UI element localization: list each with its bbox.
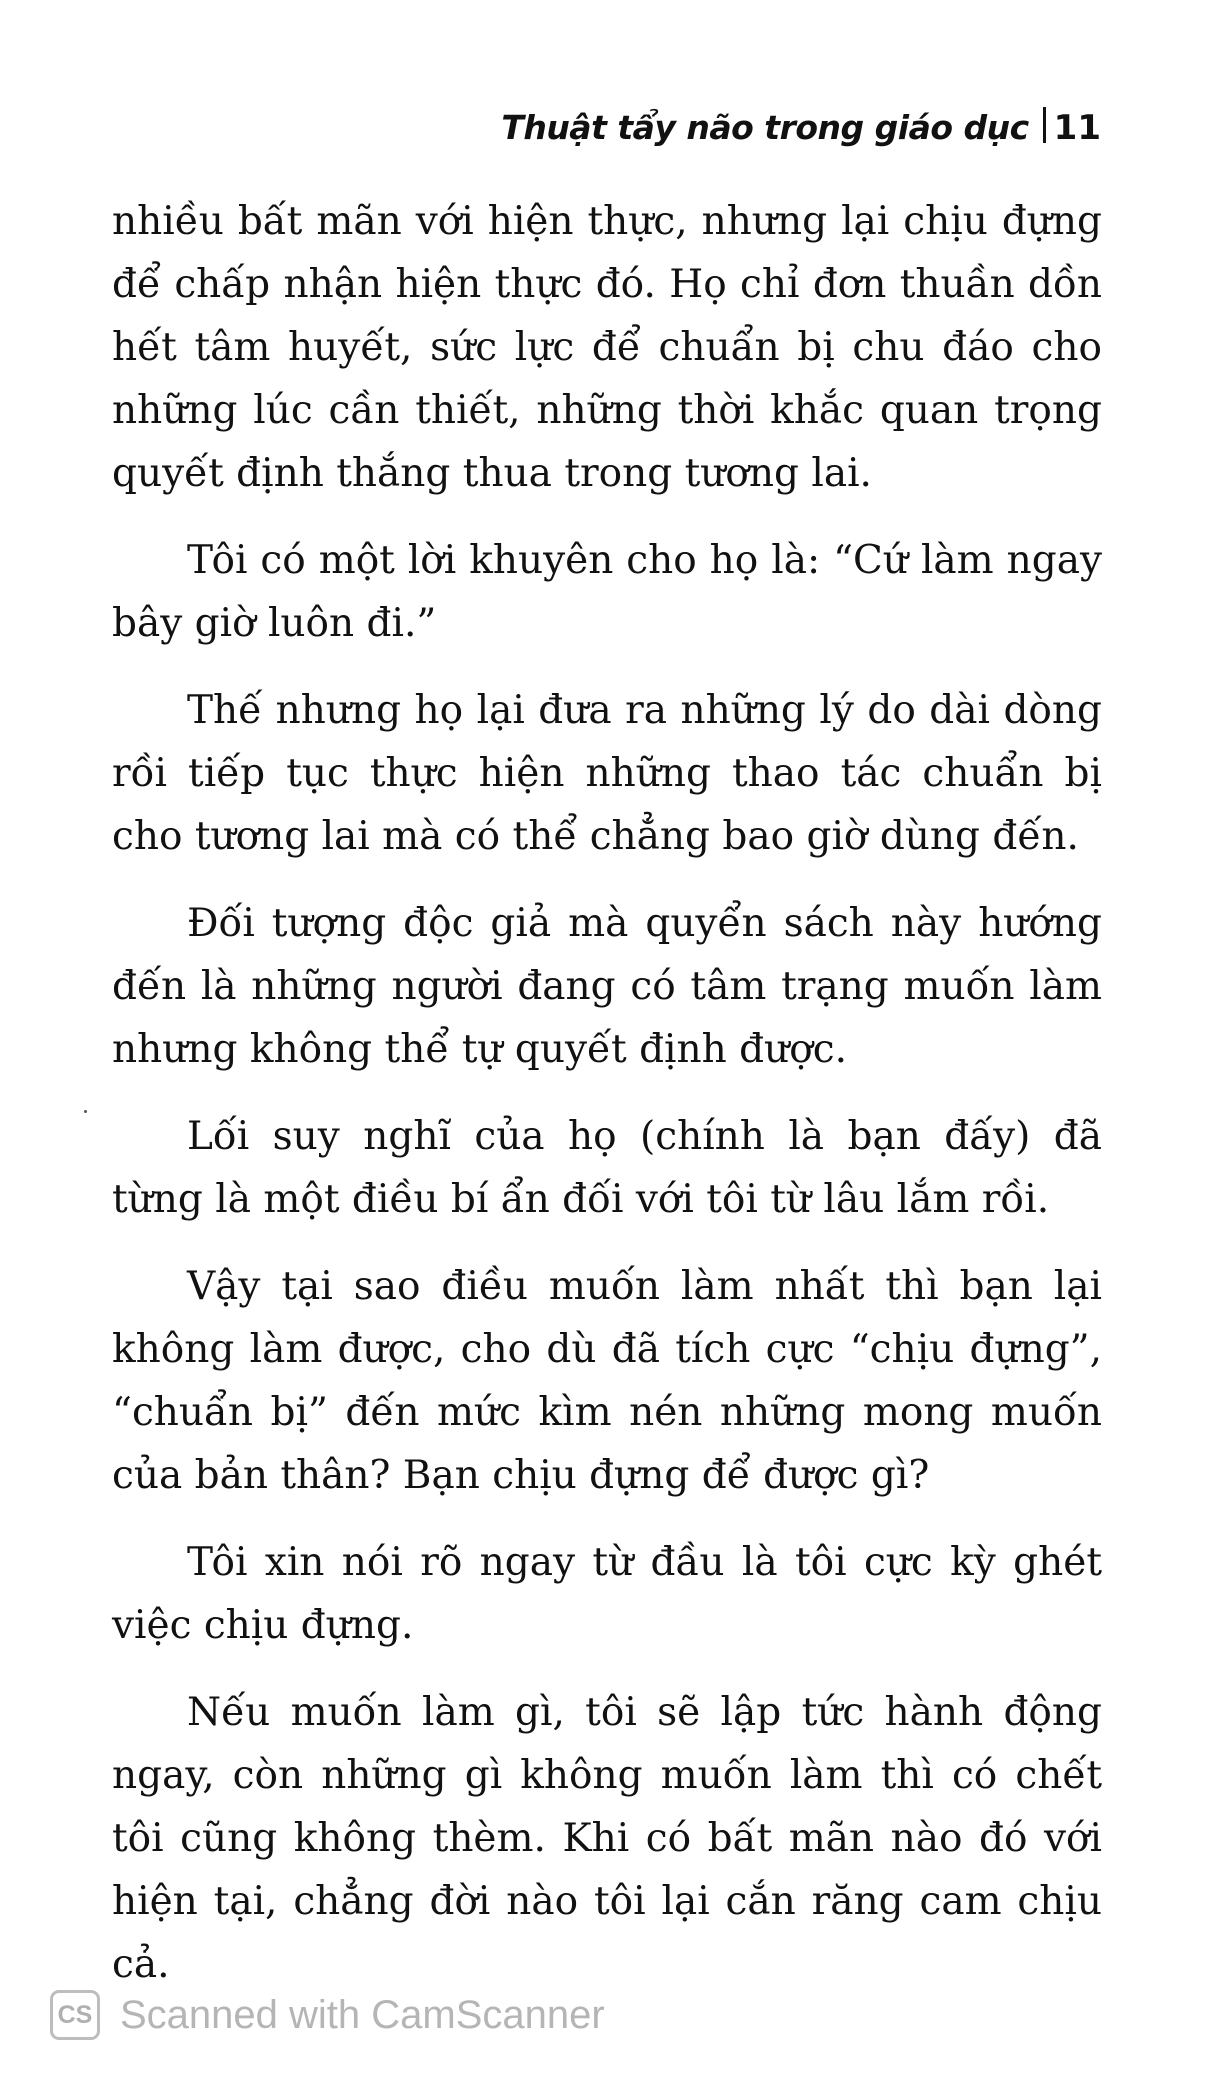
body-text [112, 190, 1102, 2020]
paragraph: Đối tượng độc giả mà quyển sách này hướng đến là những người đang có tâm trạng muốn làm nhưng không thể tự quyết định được. [112, 901, 1102, 1072]
running-header [501, 103, 1101, 148]
scanner-watermark [50, 1990, 605, 2040]
paragraph: Tôi xin nói rõ ngay từ đầu là tôi cực kỳ ghét việc chịu đựng. [112, 1540, 1102, 1648]
chapter-title: Thuật tẩy não trong giáo dục [501, 108, 1029, 147]
scan-speck [84, 1110, 87, 1113]
paragraph-continued: nhiều bất mãn với hiện thực, nhưng lại chịu đựng để chấp nhận hiện thực đó. Họ chỉ đơn thuần dồn hết tâm huyết, sức lực để chuẩn bị chu đáo cho những lúc cần thiết, những thời khắc quan trọng quyết định thắng thua trong tương lai. [112, 199, 1102, 496]
watermark-text: Scanned with CamScanner [120, 1992, 605, 2037]
camscanner-logo-icon: CS [50, 1990, 100, 2040]
paragraph: Thế nhưng họ lại đưa ra những lý do dài dòng rồi tiếp tục thực hiện những thao tác chuẩn bị cho tương lai mà có thể chẳng bao giờ dùng đến. [112, 688, 1102, 859]
paragraph: Vậy tại sao điều muốn làm nhất thì bạn lại không làm được, cho dù đã tích cực “chịu đựng”, “chuẩn bị” đến mức kìm nén những mong muốn của bản thân? Bạn chịu đựng để được gì? [112, 1264, 1102, 1498]
paragraph: Lối suy nghĩ của họ (chính là bạn đấy) đã từng là một điều bí ẩn đối với tôi từ lâu lắm rồi. [112, 1114, 1102, 1222]
paragraph: Tôi có một lời khuyên cho họ là: “Cứ làm ngay bây giờ luôn đi.” [112, 538, 1102, 646]
page-number: 11 [1053, 108, 1101, 148]
paragraph: Nếu muốn làm gì, tôi sẽ lập tức hành động ngay, còn những gì không muốn làm thì có chết tôi cũng không thèm. Khi có bất mãn nào đó với hiện tại, chẳng đời nào tôi lại cắn răng cam chịu cả. [112, 1690, 1102, 1987]
header-divider [1043, 107, 1046, 143]
